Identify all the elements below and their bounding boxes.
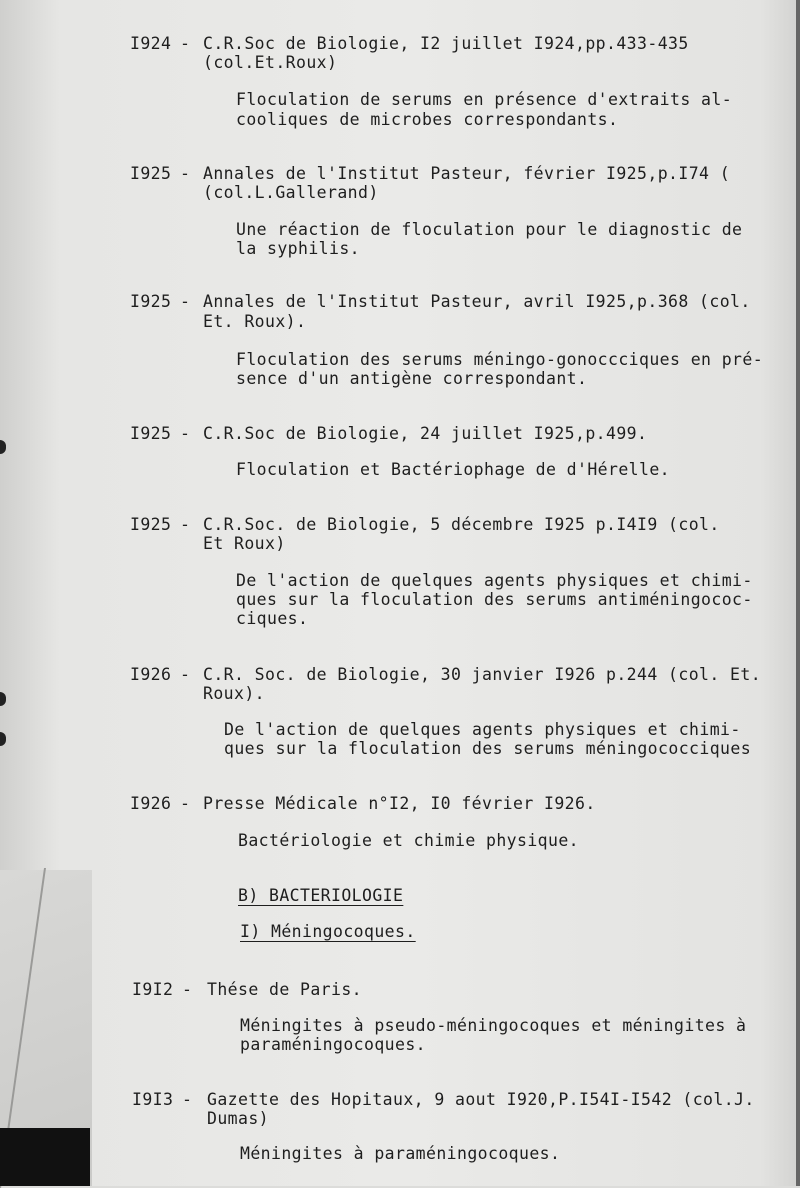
entry-title: cooliques de microbes correspondants. [236,110,619,129]
entry-year: I926 [130,665,172,684]
entry-citation: C.R. Soc. de Biologie, 30 janvier I926 p.244 (col. Et. [203,665,762,684]
entry-citation: C.R.Soc de Biologie, 24 juillet I925,p.499. [203,424,648,443]
entry-title: De l'action de quelques agents physiques et chimi- [224,720,741,739]
entry-year: I9I3 [132,1090,174,1109]
entry-year: I925 [130,424,172,443]
entry-citation: Annales de l'Institut Pasteur, février I925,p.I74 ( [203,164,731,183]
entry-citation: Annales de l'Institut Pasteur, avril I925,p.368 (col. [203,292,751,311]
entry-dash: - [182,980,193,999]
entry-title: ciques. [236,609,309,628]
entry-title: Floculation des serums méningo-gonoccciques en pré- [236,350,764,369]
entry-title: ques sur la floculation des serums antiméningococ- [236,590,753,609]
page-right-edge [796,0,800,1186]
entry-year: I925 [130,515,172,534]
entry-title: Floculation de serums en présence d'extraits al- [236,90,733,109]
entry-title: Une réaction de floculation pour le diagnostic de [236,220,743,239]
section-heading: B) BACTERIOLOGIE [238,886,404,905]
entry-dash: - [182,1090,193,1109]
entry-title: Bactériologie et chimie physique. [238,831,580,850]
entry-title: la syphilis. [236,239,361,258]
entry-citation-cont: Roux). [203,684,266,703]
entry-citation: C.R.Soc. de Biologie, 5 décembre I925 p.I4I9 (col. [203,515,720,534]
entry-title: Floculation et Bactériophage de d'Hérelle. [236,460,671,479]
entry-dash: - [180,292,191,311]
entry-title: Méningites à pseudo-méningocoques et méningites à [240,1016,747,1035]
entry-citation-cont: Dumas) [207,1109,270,1128]
entry-year: I926 [130,794,172,813]
entry-year: I925 [130,164,172,183]
entry-title: ques sur la floculation des serums méningococciques [224,739,752,758]
entry-dash: - [180,164,191,183]
section-subheading: I) Méningocoques. [240,922,416,941]
entry-citation: Presse Médicale n°I2, I0 février I926. [203,794,596,813]
entry-citation-cont: (col.L.Gallerand) [203,183,379,202]
entry-year: I9I2 [132,980,174,999]
entry-title: paraméningocoques. [240,1035,427,1054]
entry-dash: - [180,515,191,534]
entry-citation: C.R.Soc de Biologie, I2 juillet I924,pp.433-435 [203,34,689,53]
entry-citation: Thése de Paris. [207,980,363,999]
entry-title: sence d'un antigène correspondant. [236,369,588,388]
entry-citation-cont: Et. Roux). [203,312,307,331]
entry-dash: - [180,665,191,684]
entry-dash: - [180,424,191,443]
entry-year: I924 [130,34,172,53]
entry-citation-cont: Et Roux) [203,534,286,553]
entry-title: De l'action de quelques agents physiques et chimi- [236,571,753,590]
entry-title: Méningites à paraméningocoques. [240,1144,561,1163]
entry-year: I925 [130,292,172,311]
scan-shadow-corner [0,1128,90,1186]
entry-citation: Gazette des Hopitaux, 9 aout I920,P.I54I-I542 (col.J. [207,1090,755,1109]
entry-dash: - [180,34,191,53]
entry-citation-cont: (col.Et.Roux) [203,53,338,72]
entry-dash: - [180,794,191,813]
